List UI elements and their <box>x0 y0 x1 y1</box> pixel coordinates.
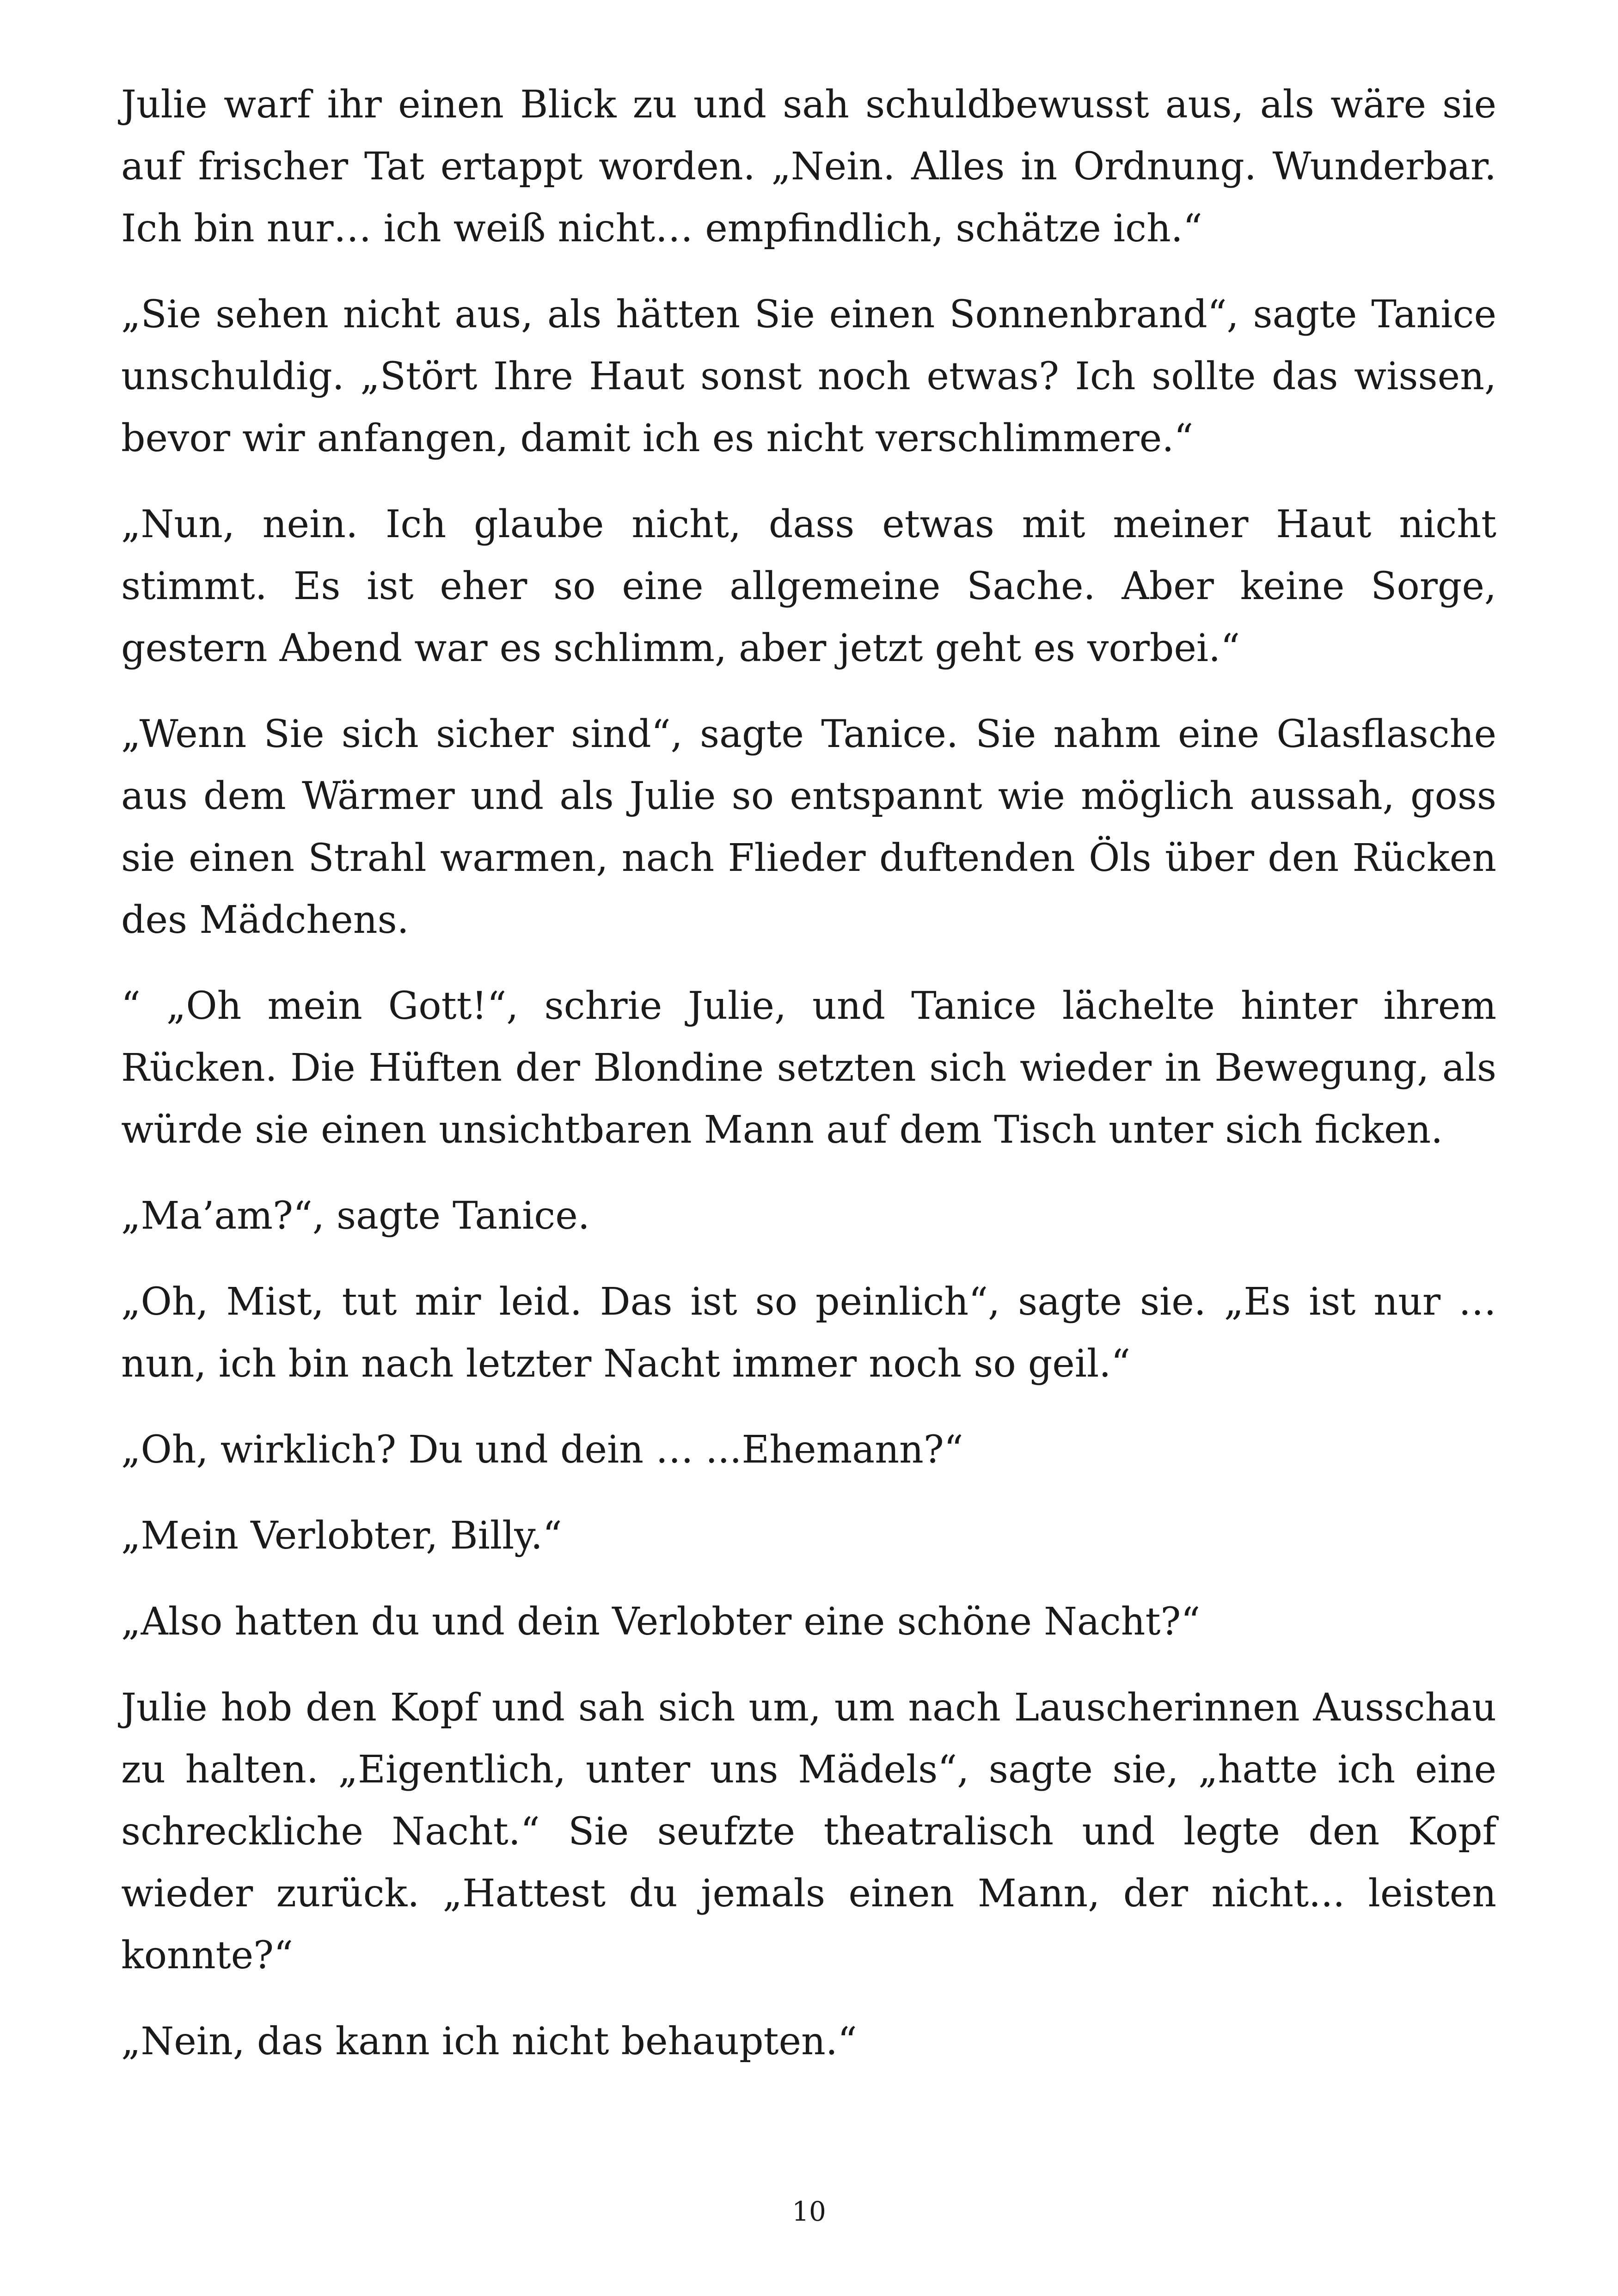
paragraph: Julie warf ihr einen Blick zu und sah schuldbewusst aus, als wäre sie auf frischer Tat ertappt worden. „Nein. Alles in Ordnung. Wunderbar. Ich bin nur… ich weiß nicht… empfindlich, schätze ich.“ <box>121 83 1496 251</box>
paragraph: „Nun, nein. Ich glaube nicht, dass etwas mit meiner Haut nicht stimmt. Es ist eher so eine allgemeine Sache. Aber keine Sorge, gestern Abend war es schlimm, aber jetzt geht es vorbei.“ <box>121 502 1496 670</box>
paragraph: „Nein, das kann ich nicht behaupten.“ <box>121 2020 857 2063</box>
paragraph: „Also hatten du und dein Verlobter eine schöne Nacht?“ <box>121 1600 1201 1644</box>
body-text <box>121 74 1496 2097</box>
paragraph: Julie hob den Kopf und sah sich um, um nach Lauscherinnen Ausschau zu halten. „Eigentlich, unter uns Mädels“, sagte sie, „hatte ich eine schreckliche Nacht.“ Sie seufzte theatralisch und legte den Kopf wieder zurück. „Hattest du jemals einen Mann, der nicht... leisten konnte?“ <box>121 1686 1496 1978</box>
paragraph: „Mein Verlobter, Billy.“ <box>121 1514 562 1558</box>
paragraph: „Oh, Mist, tut mir leid. Das ist so peinlich“, sagte sie. „Es ist nur … nun, ich bin nach letzter Nacht immer noch so geil.“ <box>121 1280 1496 1386</box>
paragraph: “ „Oh mein Gott!“, schrie Julie, und Tanice lächelte hinter ihrem Rücken. Die Hüften der Blondine setzten sich wieder in Bewegung, als würde sie einen unsichtbaren Mann auf dem Tisch unter sich ficken. <box>121 984 1496 1152</box>
paragraph: „Wenn Sie sich sicher sind“, sagte Tanice. Sie nahm eine Glasflasche aus dem Wärmer und als Julie so entspannt wie möglich aussah, goss sie einen Strahl warmen, nach Flieder duftenden Öls über den Rücken des Mädchens. <box>121 712 1496 942</box>
paragraph: „Sie sehen nicht aus, als hätten Sie einen Sonnenbrand“, sagte Tanice unschuldig. „Stört Ihre Haut sonst noch etwas? Ich sollte das wissen, bevor wir anfangen, damit ich es nicht verschlimmere.“ <box>121 293 1496 460</box>
page-number: 10 <box>792 2196 826 2227</box>
paragraph: „Oh, wirklich? Du und dein … ...Ehemann?“ <box>121 1428 963 1472</box>
paragraph: „Ma’am?“, sagte Tanice. <box>121 1194 590 1238</box>
